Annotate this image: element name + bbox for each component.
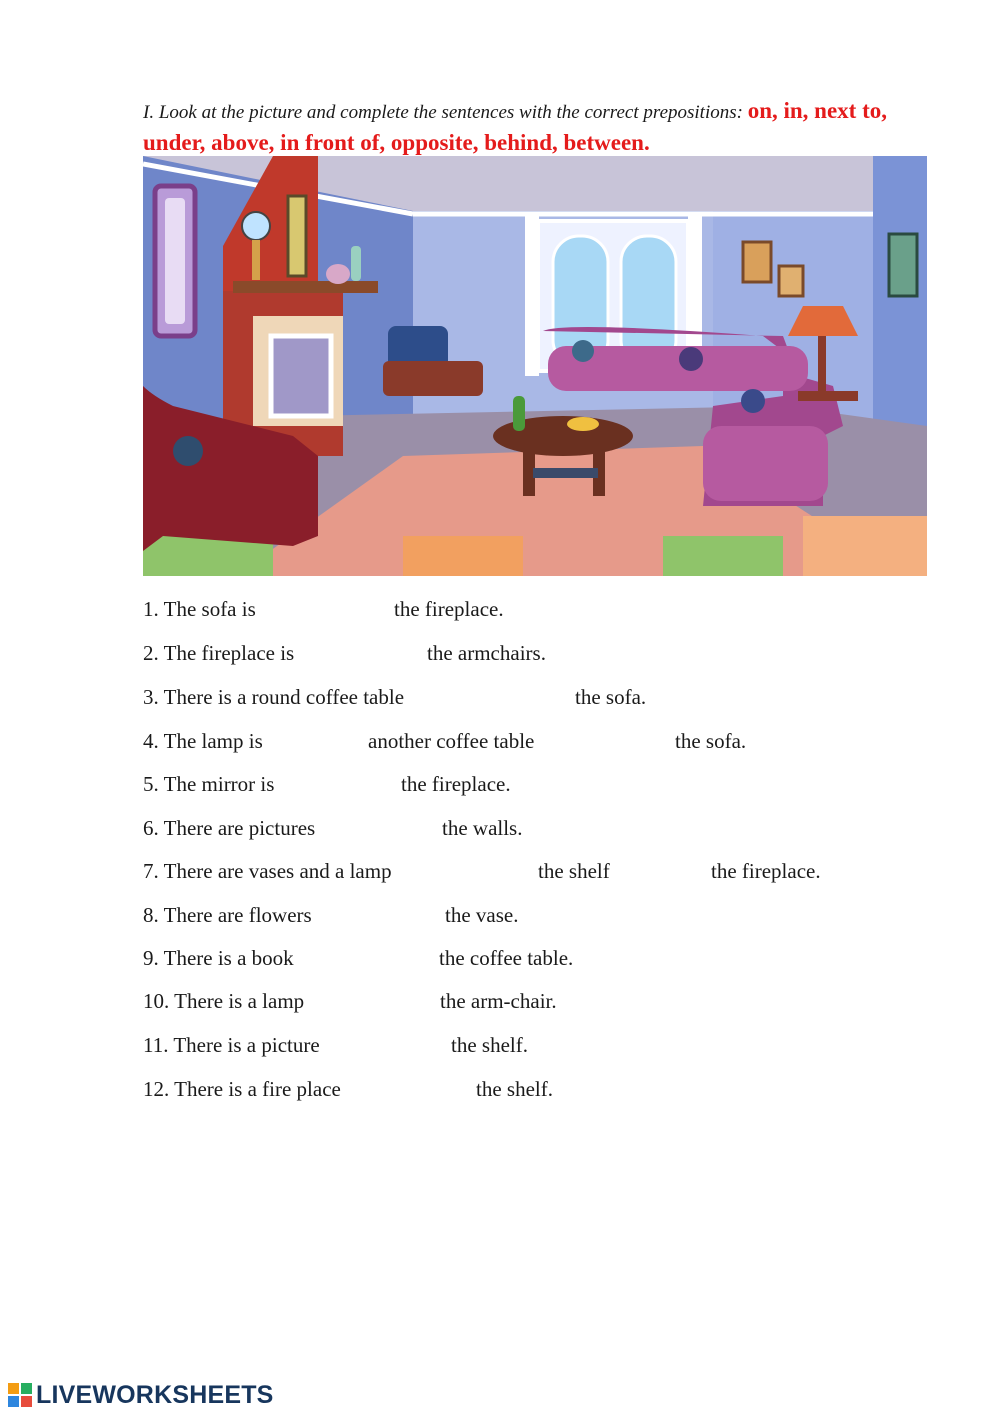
exercise-text: the shelf. [451, 1033, 528, 1057]
exercise-text: the walls. [442, 816, 523, 840]
exercise-text: 4. The lamp is [143, 729, 263, 753]
exercise-text: the vase. [445, 903, 519, 927]
exercise-text: the sofa. [575, 685, 647, 709]
brand-name: LIVEWORKSHEETS [36, 1380, 274, 1409]
exercise-text: the armchairs. [427, 641, 546, 665]
exercise-text: the shelf [538, 859, 610, 883]
footer-branding [8, 1382, 274, 1408]
exercise-text: 10. There is a lamp [143, 989, 305, 1013]
exercise-text: 5. The mirror is [143, 772, 275, 796]
exercise-text: the sofa. [675, 729, 747, 753]
exercise-text: the fireplace. [401, 772, 511, 796]
exercise-text: 3. There is a round coffee table [143, 685, 405, 709]
instruction-text: I. Look at the picture and complete the sentences with the correct prepositions: [143, 102, 743, 123]
exercise-text: the shelf. [476, 1077, 553, 1101]
exercise-text: the fireplace. [711, 859, 821, 883]
exercise-text: the arm-chair. [440, 989, 557, 1013]
exercise-text: another coffee table [368, 729, 535, 753]
exercise-text: 7. There are vases and a lamp [143, 859, 392, 883]
exercise-text: the coffee table. [439, 946, 574, 970]
exercise-text: 1. The sofa is [143, 597, 256, 621]
exercise-text: the fireplace. [394, 597, 504, 621]
exercise-text: 2. The fireplace is [143, 641, 295, 665]
exercise-text: 12. There is a fire place [143, 1077, 341, 1101]
exercise-text: 8. There are flowers [143, 903, 312, 927]
instruction [143, 96, 923, 160]
preposition-list: on, in, next to, under, above, in front of, opposite, behind, between. [143, 98, 887, 155]
exercise-text: 11. There is a picture [143, 1033, 320, 1057]
liveworksheets-logo-icon [8, 1383, 32, 1407]
exercise-text: 9. There is a book [143, 946, 294, 970]
living-room-illustration [143, 156, 927, 576]
exercise-text: 6. There are pictures [143, 816, 316, 840]
